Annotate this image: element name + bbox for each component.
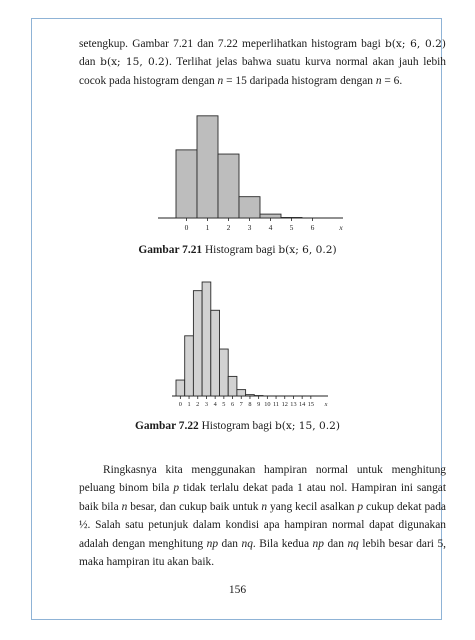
histogram-chart-1: [150, 106, 350, 236]
x-tick-label: 2: [196, 401, 200, 408]
x-tick-label: 1: [187, 401, 191, 408]
x-tick-label: 0: [184, 223, 189, 232]
intro-math-2: b(x; 15, 0.2): [100, 56, 169, 69]
body-var-np-1: np: [206, 537, 219, 550]
body-text-9: lebih besar dari 5, maka hampiran itu akan baik.: [79, 537, 447, 569]
body-paragraph: [79, 461, 446, 571]
intro-text-5: = 6.: [381, 74, 403, 87]
intro-text-2: dan: [79, 56, 101, 69]
intro-text-1: setengkup. Gambar 7.21 dan 7.22 meperlihatkan histogram bagi: [79, 38, 385, 50]
body-var-np-2: np: [312, 537, 324, 550]
histogram-bar: [281, 217, 302, 218]
body-var-nq-1: nq: [241, 537, 253, 550]
x-tick-label: 10: [264, 401, 271, 408]
histogram-bar: [239, 197, 260, 218]
body-text-2: tidak terlalu dekat pada 1 atau nol. Hampiran ini sangat baik bila: [79, 482, 446, 513]
intro-var-n-2: n: [375, 74, 382, 87]
x-tick-label: 3: [247, 223, 252, 232]
figure-1-label: Gambar 7.21: [138, 244, 203, 256]
body-var-n-1: n: [121, 500, 128, 513]
body-var-n-2: n: [261, 500, 268, 513]
histogram-chart-2: [168, 270, 338, 410]
histogram-bar: [211, 310, 220, 396]
histogram-bar: [202, 282, 211, 396]
figure-2-text: Histogram bagi: [198, 420, 275, 432]
x-axis-label: x: [324, 401, 328, 408]
intro-paragraph: [79, 35, 446, 90]
intro-math-1: b(x; 6, 0.2): [385, 38, 446, 50]
figure-caption-1: [0, 244, 475, 256]
body-text-7: . Bila kedua: [252, 537, 313, 550]
body-text-5: cukup dekat pada ½. Salah satu petunjuk dalam kondisi apa hampiran normal dapat digunakan adalah dengan menghitung: [79, 500, 446, 550]
x-tick-label: 11: [273, 401, 280, 408]
histogram-bar: [220, 349, 229, 396]
figure-2-label: Gambar 7.22: [135, 420, 199, 432]
x-tick-label: 4: [213, 401, 217, 408]
histogram-2-svg: [168, 270, 338, 410]
histogram-bar: [237, 390, 246, 396]
histogram-bar: [218, 154, 239, 218]
figure-1-math: b(x; 6, 0.2): [278, 244, 337, 256]
x-tick-label: 6: [310, 223, 315, 232]
histogram-1-svg: [150, 106, 350, 236]
body-var-p-1: p: [173, 482, 180, 495]
x-tick-label: 2: [226, 223, 231, 232]
x-axis-label: x: [339, 223, 343, 232]
body-text-3: besar, dan cukup baik untuk: [127, 500, 262, 513]
histogram-bar: [246, 395, 255, 396]
x-tick-label: 7: [239, 401, 243, 408]
x-tick-label: 5: [289, 223, 294, 232]
histogram-bar: [193, 291, 202, 396]
x-tick-label: 0: [178, 401, 182, 408]
x-tick-label: 14: [299, 401, 306, 408]
body-var-p-2: p: [357, 500, 364, 513]
x-tick-label: 9: [257, 401, 261, 408]
intro-var-n-1: n: [217, 74, 224, 87]
figure-1-text: Histogram bagi: [202, 244, 279, 256]
x-tick-label: 6: [230, 401, 235, 408]
histogram-bar: [260, 214, 281, 218]
histogram-bar: [228, 376, 237, 396]
body-text-8: dan: [323, 537, 348, 550]
histogram-bar: [176, 380, 185, 396]
x-tick-label: 15: [307, 401, 314, 408]
x-tick-label: 5: [222, 401, 226, 408]
histogram-bar: [176, 150, 197, 218]
x-tick-label: 12: [281, 401, 288, 408]
histogram-bar: [185, 336, 194, 396]
x-tick-label: 13: [290, 401, 297, 408]
intro-text-3: . Terlihat jelas bahwa suatu kurva normal akan jauh lebih cocok pada histogram dengan: [79, 56, 447, 87]
x-tick-label: 3: [204, 401, 209, 408]
body-var-nq-2: nq: [347, 537, 359, 550]
x-tick-label: 4: [268, 223, 273, 232]
body-text-1: Ringkasnya kita menggunakan hampiran normal untuk menghitung peluang binom bila: [79, 464, 446, 495]
x-tick-label: 1: [205, 223, 210, 232]
page-number: 156: [228, 584, 247, 596]
intro-text-4: = 15 daripada histogram dengan: [223, 74, 376, 87]
body-text-6: dan: [218, 537, 242, 550]
histogram-bar: [197, 116, 218, 218]
figure-caption-2: [0, 420, 475, 432]
figure-2-math: b(x; 15, 0.2): [274, 420, 340, 432]
x-tick-label: 8: [248, 401, 252, 408]
body-text-4: yang kecil asalkan: [267, 500, 358, 513]
